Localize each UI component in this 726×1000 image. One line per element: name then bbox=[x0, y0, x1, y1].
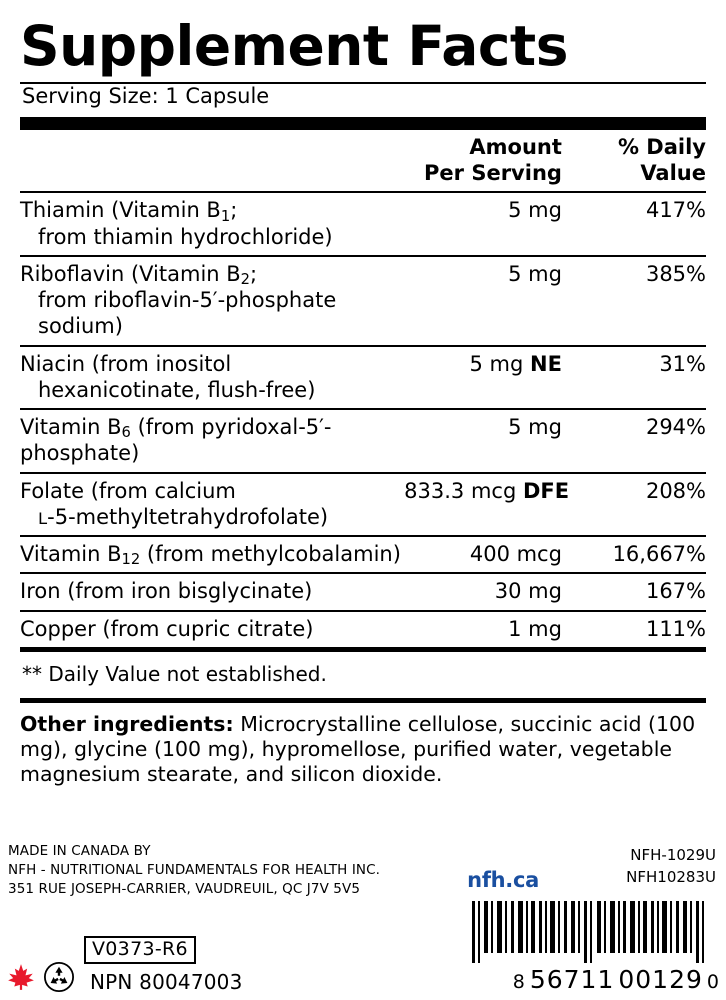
header-dv-line1: % Daily bbox=[617, 134, 706, 159]
nutrient-name bbox=[20, 192, 404, 256]
daily-value-footnote: ** Daily Value not established. bbox=[22, 661, 327, 686]
nutrient-name-subscript: 12 bbox=[121, 551, 141, 569]
nutrient-name-second-line: from thiamin hydrochloride) bbox=[38, 224, 333, 249]
npn-number: NPN 80047003 bbox=[90, 970, 243, 994]
nutrient-daily-value: 111% bbox=[562, 611, 706, 647]
header-daily-value bbox=[562, 130, 706, 193]
nutrient-name-main: Niacin (from inositol bbox=[20, 351, 232, 376]
sku-block bbox=[626, 842, 720, 889]
nutrient-name-smallcap: L bbox=[38, 508, 48, 528]
barcode-block bbox=[470, 901, 720, 994]
table-row bbox=[20, 256, 706, 346]
nutrient-daily-value: 385% bbox=[562, 256, 706, 346]
table-row bbox=[20, 473, 706, 537]
product-code-block bbox=[84, 936, 243, 994]
table-row bbox=[20, 573, 706, 610]
nutrient-daily-value: 208% bbox=[562, 473, 706, 537]
website-block bbox=[467, 842, 539, 892]
barcode-digits bbox=[470, 965, 720, 994]
header-amount-line2: Per Serving bbox=[424, 161, 562, 186]
nutrient-daily-value: 417% bbox=[562, 192, 706, 256]
table-row bbox=[20, 192, 706, 256]
nutrient-name bbox=[20, 536, 404, 573]
nutrient-amount-value: 833.3 mcg bbox=[404, 478, 517, 503]
other-ingredients-label: Other ingredients: bbox=[20, 711, 234, 736]
table-row bbox=[20, 409, 706, 473]
sku-top: NFH-1029U bbox=[630, 845, 716, 864]
nutrient-name-second-line: hexanicotinate, flush-free) bbox=[38, 377, 316, 402]
nutrient-amount bbox=[404, 346, 562, 410]
header-amount-line1: Amount bbox=[469, 134, 562, 159]
nutrient-daily-value: 31% bbox=[562, 346, 706, 410]
nutrient-amount bbox=[404, 473, 570, 537]
footer-bottom-row bbox=[6, 901, 720, 994]
nutrient-table bbox=[20, 130, 706, 647]
sku-bottom: NFH10283U bbox=[626, 868, 716, 887]
nutrient-name-tail: (from methylcobalamin) bbox=[140, 542, 401, 567]
table-row bbox=[20, 346, 706, 410]
recycle-icon bbox=[44, 962, 74, 992]
divider-thick-top bbox=[20, 117, 706, 130]
nutrient-amount: 30 mg bbox=[404, 573, 562, 610]
version-code: V0373-R6 bbox=[84, 936, 196, 964]
page-title: Supplement Facts bbox=[20, 14, 568, 78]
nutrient-name bbox=[20, 346, 404, 410]
nutrient-name-second-line bbox=[20, 504, 404, 530]
table-row bbox=[20, 611, 706, 647]
nutrient-name: Iron (from iron bisglycinate) bbox=[20, 573, 404, 610]
company-name: NFH - NUTRITIONAL FUNDAMENTALS FOR HEALTH INC. bbox=[8, 861, 381, 878]
barcode-right-group: 00129 bbox=[618, 965, 703, 994]
barcode-image bbox=[470, 901, 720, 963]
nutrient-name-second-line: from riboflavin-5′-phosphate sodium) bbox=[38, 288, 337, 339]
header-amount bbox=[404, 130, 562, 193]
canada-maple-leaf-icon bbox=[6, 963, 36, 991]
other-ingredients-text: Microcrystalline cellulose, succinic acid (100 mg), glycine (100 mg), hypromellose, purified water, vegetable magnesium stearate, and silicon dioxide. bbox=[20, 711, 696, 786]
nutrient-name bbox=[20, 473, 404, 537]
nutrient-amount-unit-suffix: DFE bbox=[523, 478, 570, 503]
barcode-lead-digit: 8 bbox=[512, 971, 526, 993]
nutrient-name-main: Thiamin (Vitamin B bbox=[20, 198, 221, 223]
nutrient-amount: 1 mg bbox=[404, 611, 562, 647]
serving-size-text: Serving Size: 1 Capsule bbox=[22, 83, 270, 108]
nutrient-name-main: Riboflavin (Vitamin B bbox=[20, 261, 241, 286]
nutrient-daily-value: 16,667% bbox=[562, 536, 706, 573]
nutrient-name-subscript: 2 bbox=[240, 271, 251, 289]
header-dv-line2: Value bbox=[640, 161, 706, 186]
company-address: 351 RUE JOSEPH-CARRIER, VAUDREUIL, QC J7V 5V5 bbox=[8, 880, 361, 897]
nutrient-amount: 5 mg bbox=[404, 256, 562, 346]
nutrient-name-main: Vitamin B bbox=[20, 415, 122, 440]
other-ingredients bbox=[20, 712, 706, 787]
nutrient-name-subscript: 6 bbox=[121, 424, 131, 442]
nutrient-name-main: Vitamin B bbox=[20, 542, 122, 567]
certification-marks bbox=[6, 962, 74, 994]
nutrient-name-second-text: -5-methyltetrahydrofolate) bbox=[47, 504, 329, 529]
nutrient-name-subscript: 1 bbox=[220, 207, 231, 225]
manufacturer-block bbox=[6, 842, 380, 899]
table-row bbox=[20, 536, 706, 573]
made-in-line: MADE IN CANADA BY bbox=[8, 842, 151, 859]
barcode-check-digit: 0 bbox=[706, 971, 720, 993]
nutrient-amount: 400 mcg bbox=[404, 536, 562, 573]
header-spacer bbox=[20, 130, 404, 193]
nutrient-name-tail: (from pyridoxal-5′-phosphate) bbox=[20, 415, 332, 466]
nutrient-daily-value: 167% bbox=[562, 573, 706, 610]
label-footer bbox=[0, 842, 726, 1000]
nutrient-name-tail: ; bbox=[250, 261, 258, 286]
nutrient-amount-unit-suffix: NE bbox=[530, 351, 562, 376]
nutrient-daily-value: 294% bbox=[562, 409, 706, 473]
nutrient-amount: 5 mg bbox=[404, 192, 562, 256]
divider-above-other-ingredients bbox=[20, 698, 706, 703]
divider-below-table bbox=[20, 647, 706, 652]
nutrient-name: Copper (from cupric citrate) bbox=[20, 611, 404, 647]
nutrient-name bbox=[20, 256, 404, 346]
nutrient-name-main: Folate (from calcium bbox=[20, 478, 236, 503]
nutrient-amount-value: 5 mg bbox=[469, 351, 524, 376]
nutrient-name bbox=[20, 409, 404, 473]
nutrient-name-tail: ; bbox=[230, 198, 238, 223]
table-header-row bbox=[20, 130, 706, 193]
website-link[interactable]: nfh.ca bbox=[467, 867, 540, 892]
barcode-left-group: 56711 bbox=[529, 965, 615, 994]
nutrient-amount: 5 mg bbox=[404, 409, 562, 473]
